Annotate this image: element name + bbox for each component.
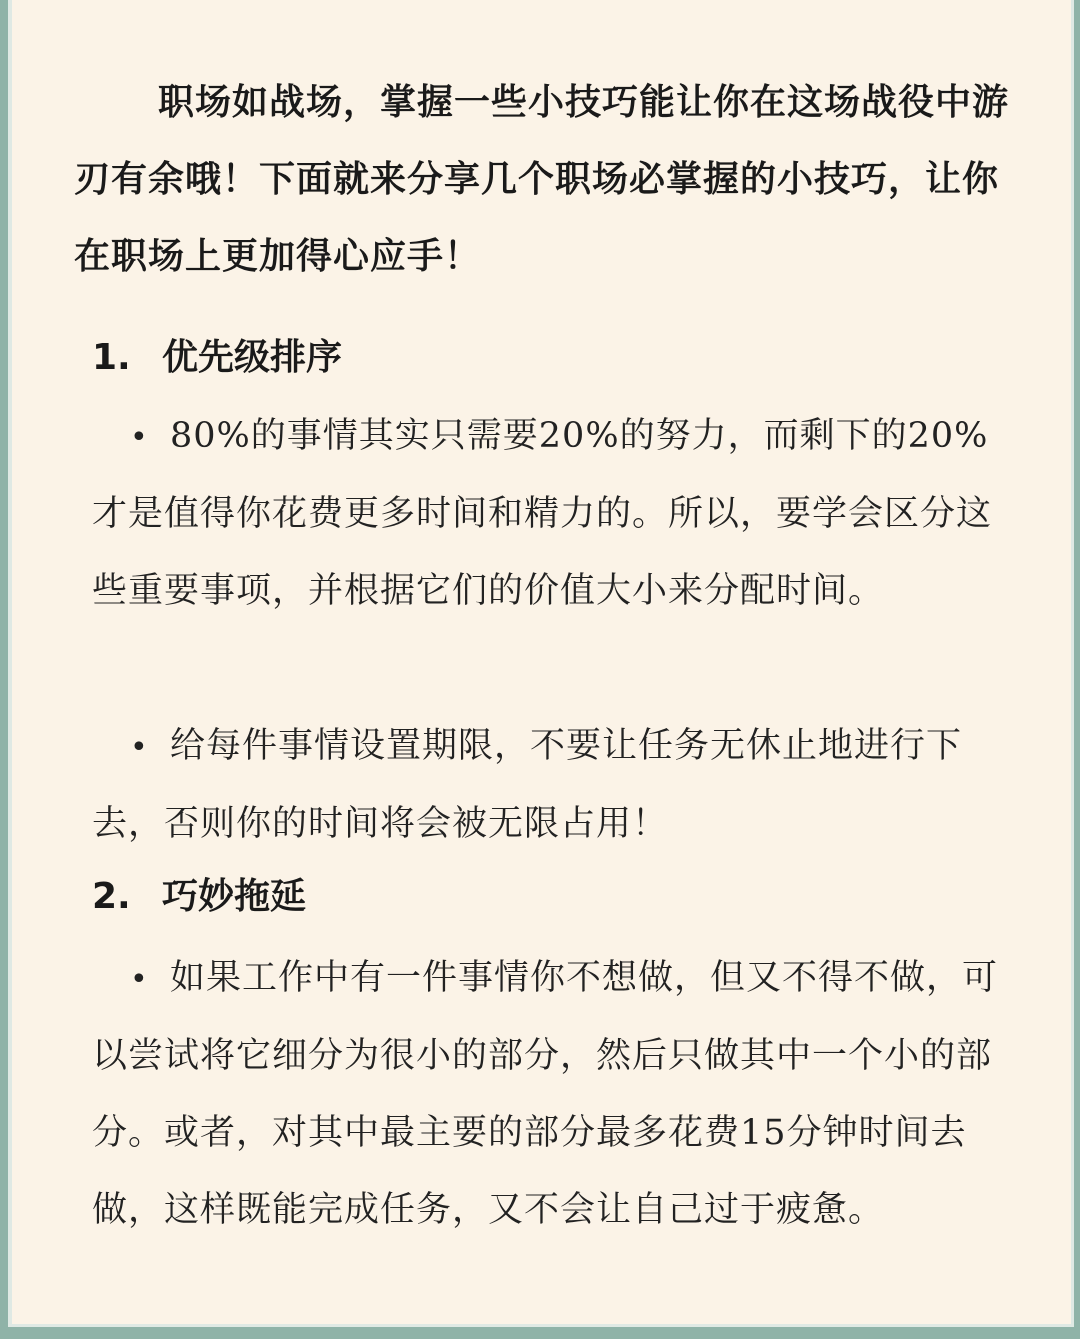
bullet-text: 80%的事情其实只需要20%的努力，而剩下的20%才是值得你花费更多时间和精力的。所以，要学会区分这些重要事项，并根据它们的价值大小来分配时间。 [92, 416, 993, 611]
section-2-bullet-1 [92, 940, 1012, 1249]
bullet-dot: • [130, 962, 149, 997]
section-1-bullet-2 [92, 708, 1012, 863]
section-title-2: 巧妙拖延 [162, 876, 307, 917]
intro-paragraph: 职场如战场，掌握一些小技巧能让你在这场战役中游刃有余哦！下面就来分享几个职场必掌握的小技巧，让你在职场上更加得心应手！ [74, 82, 1010, 277]
bullet-dot: • [130, 420, 149, 455]
section-number-2: 2. [92, 876, 131, 917]
bullet-text: 如果工作中有一件事情你不想做，但又不得不做，可以尝试将它细分为很小的部分，然后只做其中一个小的部分。或者，对其中最主要的部分最多花费15分钟时间去做，这样既能完成任务，又不会让自己过于疲惫。 [92, 958, 999, 1230]
section-1-bullet-1 [92, 398, 1012, 630]
section-heading-2 [92, 872, 306, 922]
section-number-1: 1. [92, 337, 131, 378]
bullet-dot: • [130, 730, 149, 765]
section-heading-1 [92, 333, 342, 383]
section-title-1: 优先级排序 [162, 337, 343, 378]
bullet-text: 给每件事情设置期限，不要让任务无休止地进行下去，否则你的时间将会被无限占用！ [92, 726, 963, 844]
